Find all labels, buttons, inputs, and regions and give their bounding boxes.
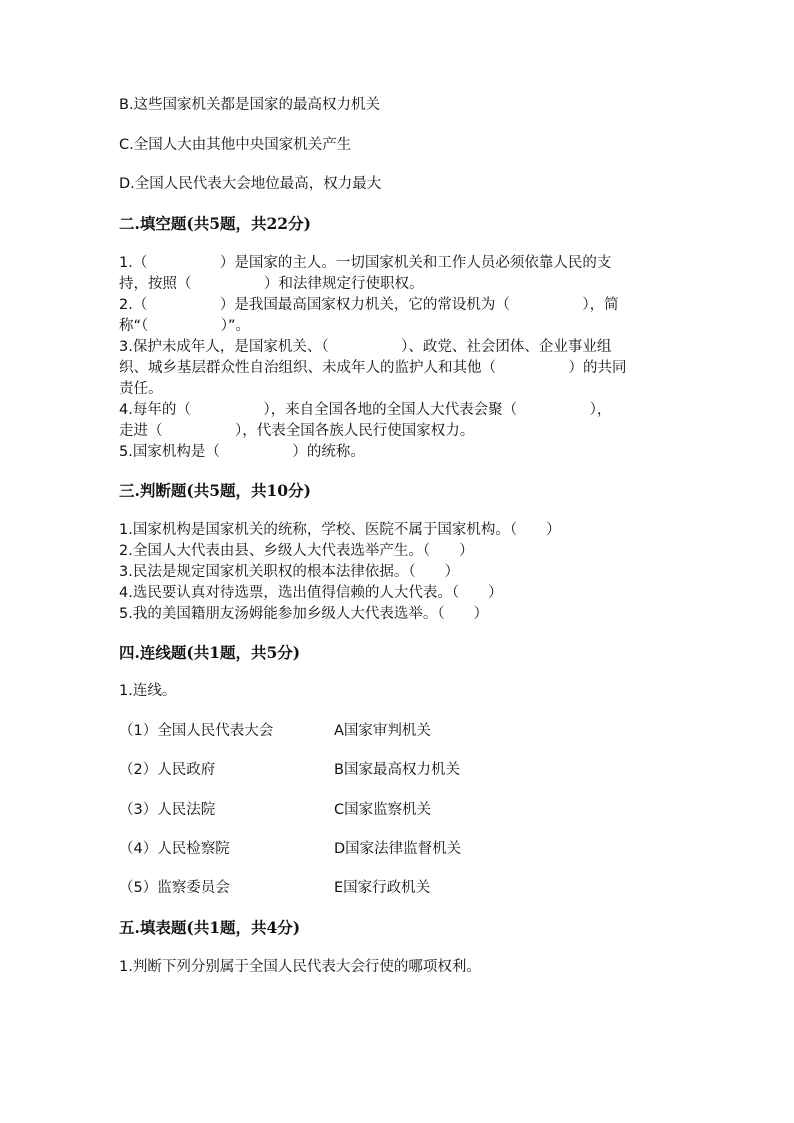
section-heading-fill-blank: 二.填空题(共5题，共22分) xyxy=(119,214,311,233)
fill-blank-line: 5.国家机构是（ ）的统称。 xyxy=(119,444,365,460)
fill-blank-line: 持，按照（ ）和法律规定行使职权。 xyxy=(119,276,424,292)
true-false-item: 1.国家机构是国家机关的统称，学校、医院不属于国家机构。（ ） xyxy=(119,522,561,538)
matching-right-item: A国家审判机关 xyxy=(334,723,431,739)
fill-blank-line: 2.（ ）是我国最高国家权力机关，它的常设机为（ ），简 xyxy=(119,297,619,313)
matching-left-item: （4）人民检察院 xyxy=(119,841,230,857)
true-false-item: 3.民法是规定国家机关职权的根本法律依据。（ ） xyxy=(119,564,460,580)
table-fill-question: 1.判断下列分别属于全国人民代表大会行使的哪项权利。 xyxy=(119,959,481,975)
fill-blank-line: 1.（ ）是国家的主人。一切国家机关和工作人员必须依靠人民的支 xyxy=(119,255,612,271)
matching-left-item: （2）人民政府 xyxy=(119,762,216,778)
choice-option-d: D.全国人民代表大会地位最高，权力最大 xyxy=(119,176,382,192)
matching-left-item: （5）监察委员会 xyxy=(119,880,230,896)
matching-right-item: C国家监察机关 xyxy=(334,802,432,818)
true-false-item: 2.全国人大代表由县、乡级人大代表选举产生。（ ） xyxy=(119,543,474,559)
true-false-item: 4.选民要认真对待选票，选出值得信赖的人大代表。（ ） xyxy=(119,585,503,601)
fill-blank-line: 责任。 xyxy=(119,381,163,397)
matching-right-item: D国家法律监督机关 xyxy=(334,841,462,857)
matching-question: 1.连线。 xyxy=(119,683,177,699)
choice-option-c: C.全国人大由其他中央国家机关产生 xyxy=(119,137,352,153)
fill-blank-line: 织、城乡基层群众性自治组织、未成年人的监护人和其他（ ）的共同 xyxy=(119,360,627,376)
matching-right-item: E国家行政机关 xyxy=(334,880,431,896)
matching-left-item: （3）人民法院 xyxy=(119,802,216,818)
section-heading-matching: 四.连线题(共1题，共5分) xyxy=(119,643,301,662)
section-heading-true-false: 三.判断题(共5题，共10分) xyxy=(119,481,311,500)
matching-left-item: （1）全国人民代表大会 xyxy=(119,723,274,739)
matching-right-item: B国家最高权力机关 xyxy=(334,762,460,778)
section-heading-table-fill: 五.填表题(共1题，共4分) xyxy=(119,918,301,937)
fill-blank-line: 4.每年的（ ），来自全国各地的全国人大代表会聚（ ）， xyxy=(119,402,612,418)
fill-blank-line: 称“（ ）”。 xyxy=(119,318,251,334)
choice-option-b: B.这些国家机关都是国家的最高权力机关 xyxy=(119,97,381,113)
fill-blank-line: 走进（ ），代表全国各族人民行使国家权力。 xyxy=(119,423,475,439)
fill-blank-line: 3.保护未成年人，是国家机关、（ ）、政党、社会团体、企业事业组 xyxy=(119,339,612,355)
true-false-item: 5.我的美国籍朋友汤姆能参加乡级人大代表选举。（ ） xyxy=(119,606,489,622)
